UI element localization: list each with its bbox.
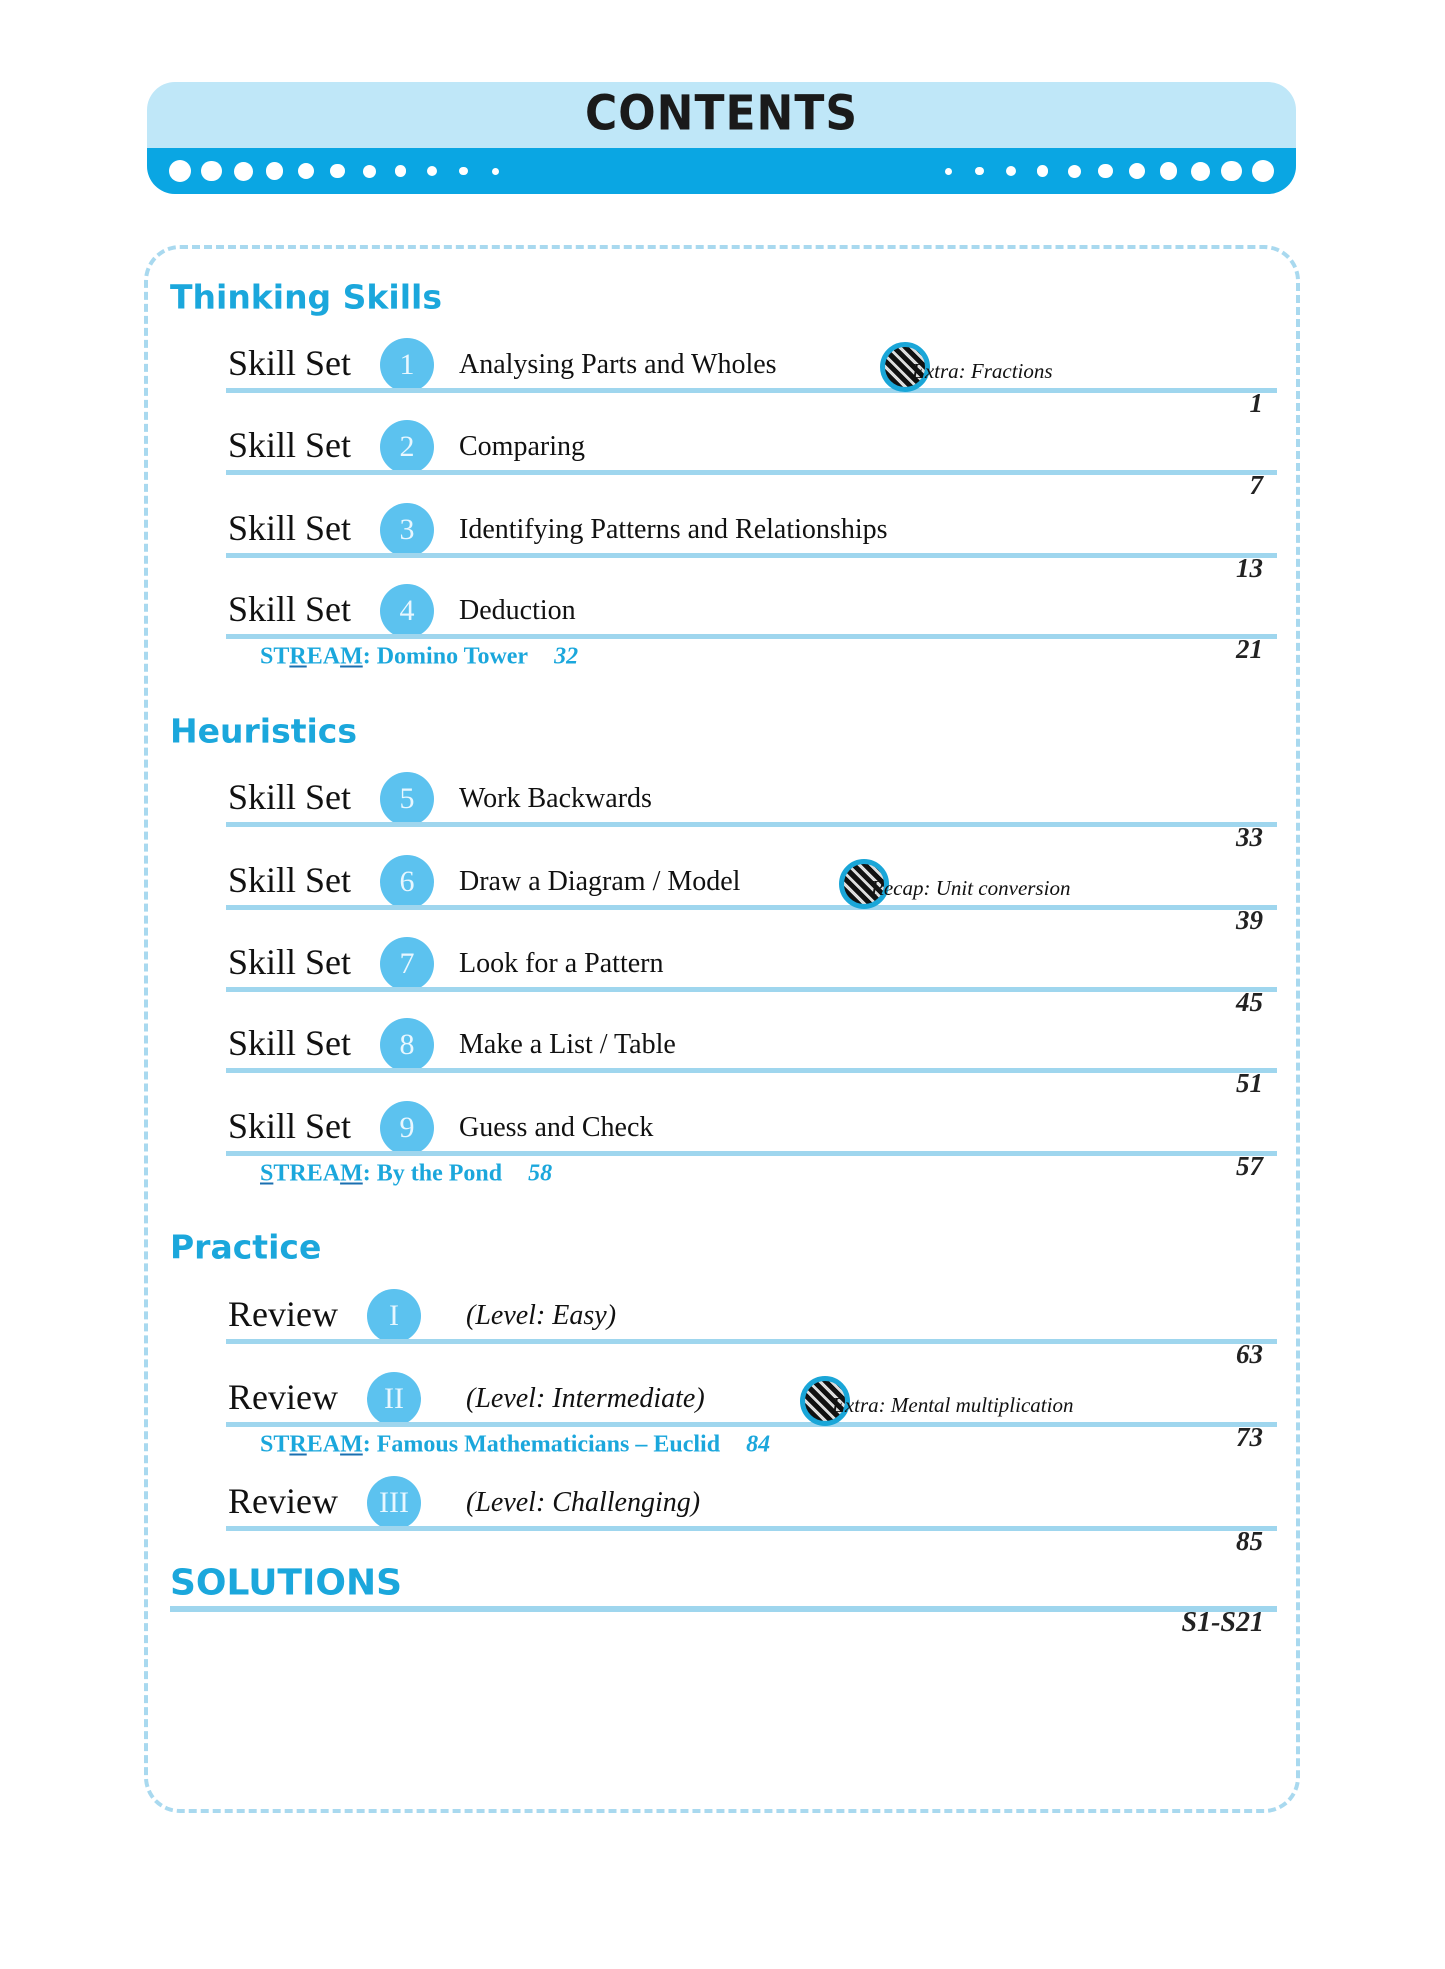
number-badge: 4 (380, 584, 434, 638)
entry-label: Skill Set (228, 425, 352, 465)
decorative-dot (298, 163, 314, 179)
divider-line (226, 1526, 1277, 1531)
entry-title[interactable]: Analysing Parts and Wholes (459, 349, 777, 380)
number-badge: 2 (380, 420, 434, 474)
page-number: 21 (1236, 634, 1263, 664)
entry-label: Review (228, 1377, 338, 1417)
decorative-dot (945, 168, 952, 175)
stream-prefix: STREAM (260, 1431, 363, 1458)
stream-title: : By the Pond (362, 1160, 503, 1187)
entry-title[interactable]: Identifying Patterns and Relationships (459, 514, 888, 545)
entry-label: Skill Set (228, 1106, 352, 1146)
number-badge: 7 (380, 937, 434, 991)
entry-label: Skill Set (228, 860, 352, 900)
decorative-dot (330, 164, 345, 179)
entry-title[interactable]: Deduction (459, 595, 576, 626)
entry-title[interactable]: Work Backwards (459, 783, 652, 814)
decorative-dot (1037, 165, 1049, 177)
divider-line (226, 388, 1277, 393)
decorative-dot (1252, 160, 1274, 182)
entry-label: Review (228, 1294, 338, 1334)
divider-line (226, 905, 1277, 910)
divider-line (226, 987, 1277, 992)
header-band (147, 148, 1296, 194)
decorative-dot (363, 165, 376, 178)
entry-label: Review (228, 1481, 338, 1521)
entry-title[interactable]: Guess and Check (459, 1112, 654, 1143)
decorative-dot (266, 162, 284, 180)
entry-title[interactable]: (Level: Easy) (466, 1300, 617, 1331)
entry-title[interactable]: (Level: Challenging) (466, 1487, 701, 1518)
entry-label: Skill Set (228, 508, 352, 548)
decorative-dot (975, 167, 984, 176)
decorative-dot (1191, 162, 1210, 181)
contents-header (147, 82, 1296, 194)
divider-line (226, 1151, 1277, 1156)
entry-label: Skill Set (228, 1023, 352, 1063)
page-number: S1-S21 (1181, 1607, 1264, 1638)
stream-page: 58 (528, 1160, 553, 1187)
decorative-dot (201, 161, 222, 182)
number-badge: II (367, 1372, 421, 1426)
section-heading-solutions: SOLUTIONS (170, 1562, 403, 1604)
stream-entry[interactable] (260, 1432, 770, 1459)
stream-page: 84 (746, 1431, 771, 1458)
divider-line (226, 553, 1277, 558)
entry-label: Skill Set (228, 777, 352, 817)
decorative-dot (1006, 166, 1016, 176)
entry-title[interactable]: Make a List / Table (459, 1029, 676, 1060)
decorative-dot (169, 160, 191, 182)
divider-line (226, 634, 1277, 639)
stream-title: : Famous Mathematicians – Euclid (362, 1431, 721, 1458)
decorative-dot (1160, 162, 1178, 180)
decorative-dot (1098, 164, 1113, 179)
page-number: 63 (1236, 1339, 1263, 1369)
stream-prefix: STREAM (260, 643, 363, 670)
page-number: 1 (1249, 388, 1263, 418)
stream-entry[interactable] (260, 644, 578, 671)
divider-line (226, 822, 1277, 827)
decorative-dot (234, 162, 253, 181)
number-badge: 3 (380, 503, 434, 557)
divider-line (226, 1422, 1277, 1427)
divider-line (226, 1339, 1277, 1344)
stream-page: 32 (554, 643, 579, 670)
number-badge: III (367, 1476, 421, 1530)
decorative-dot (1068, 165, 1081, 178)
decorative-dot (1221, 161, 1242, 182)
entry-title[interactable]: Draw a Diagram / Model (459, 866, 741, 897)
section-heading: Thinking Skills (170, 277, 442, 317)
page-number: 45 (1236, 987, 1263, 1017)
entry-label: Skill Set (228, 343, 352, 383)
entry-title[interactable]: Look for a Pattern (459, 948, 664, 979)
stream-prefix: STREAM (260, 1160, 363, 1187)
number-badge: 8 (380, 1018, 434, 1072)
page-number: 33 (1236, 822, 1263, 852)
decorative-dot (1129, 163, 1145, 179)
number-badge: 1 (380, 338, 434, 392)
extra-note: Recap: Unit conversion (871, 876, 1071, 900)
number-badge: 6 (380, 855, 434, 909)
page-number: 57 (1236, 1151, 1263, 1181)
page-number: 13 (1236, 553, 1263, 583)
section-heading: Heuristics (170, 711, 358, 751)
page-title: CONTENTS (584, 85, 859, 142)
extra-note: Extra: Mental multiplication (832, 1393, 1074, 1417)
number-badge: I (367, 1289, 421, 1343)
entry-label: Skill Set (228, 942, 352, 982)
stream-entry[interactable] (260, 1161, 552, 1188)
section-heading: Practice (170, 1227, 322, 1267)
decorative-dot (459, 167, 468, 176)
stream-title: : Domino Tower (362, 643, 529, 670)
page-number: 51 (1236, 1068, 1263, 1098)
decorative-dot (395, 165, 407, 177)
entry-title[interactable]: (Level: Intermediate) (466, 1383, 705, 1414)
page-number: 85 (1236, 1526, 1263, 1556)
page-number: 39 (1236, 905, 1263, 935)
entry-label: Skill Set (228, 589, 352, 629)
divider-line (170, 1606, 1277, 1612)
number-badge: 9 (380, 1101, 434, 1155)
page-number: 7 (1249, 470, 1263, 500)
extra-note: Extra: Fractions (912, 359, 1053, 383)
entry-title[interactable]: Comparing (459, 431, 585, 462)
decorative-dot (427, 166, 437, 176)
decorative-dot (492, 168, 499, 175)
number-badge: 5 (380, 772, 434, 826)
divider-line (226, 470, 1277, 475)
divider-line (226, 1068, 1277, 1073)
page-number: 73 (1236, 1422, 1263, 1452)
